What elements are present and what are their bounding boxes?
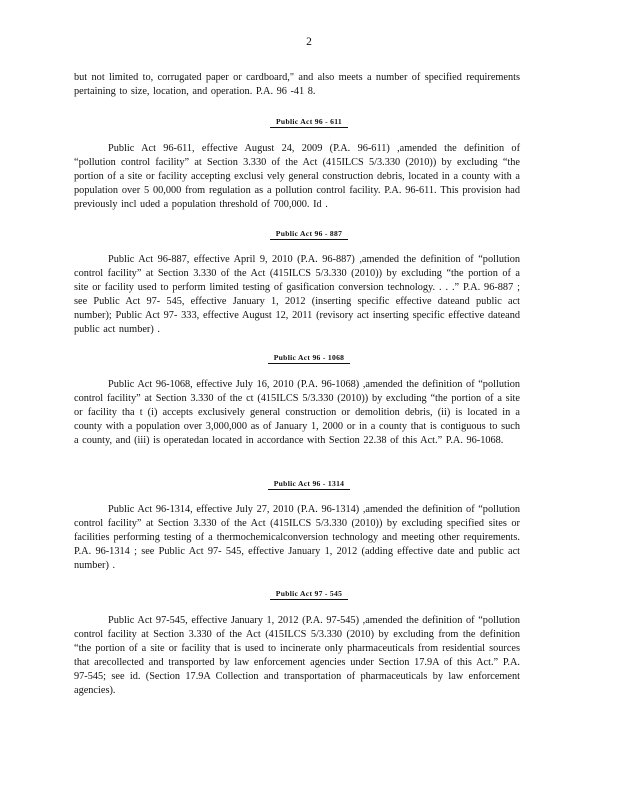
intro-paragraph: but not limited to, corrugated paper or cardboard," and also meets a number of specified requirements pertaining to size, location, and operation. P.A. 96 -41 8. (74, 72, 520, 97)
section-heading (0, 229, 618, 238)
section-paragraph: Public Act 96-1314, effective July 27, 2010 (P.A. 96-1314) ,amended the definition of “pollution control facility” at Section 3.330 of the Act (415ILCS 5/3.330 (2010)) by excluding specified sites or facilities performing testing of a thermochemicalconversion technology and meeting other requirements. P.A. 96-1314 ; see Public Act 97- 545, effective January 1, 2012 (adding effective date and public act number) . (74, 504, 520, 571)
section-heading-text: Public Act 96 - 887 (270, 229, 348, 240)
section-paragraph: Public Act 96-887, effective April 9, 2010 (P.A. 96-887) ,amended the definition of “pollution control facility” at Section 3.330 of the Act (415ILCS 5/3.330 (2010)) by excluding “the portion of a site or facility used to perform limited testing of gasification conversion technology. . . .” P.A. 96-887 ; see Public Act 97- 545, effective January 1, 2012 (inserting specific effective dateand public act number); Public Act 97- 333, effective August 12, 2011 (revisory act inserting specific effective dateand public act number) . (74, 254, 520, 335)
section-paragraph: Public Act 97-545, effective January 1, 2012 (P.A. 97-545) ,amended the definition of “pollution control facility at Section 3.330 of the Act (415ILCS 5/3.330 (2010) by excluding from the definition “the portion of a site or facility that is used to incinerate only pharmaceuticals from residential sources that arecollected and transported by law enforcement agencies under Section 17.9A of this Act.” P.A. 97-545; see id. (Section 17.9A Collection and transportation of pharmaceuticals by law enforcement agencies). (74, 615, 520, 696)
section-heading-text: Public Act 96 - 1314 (268, 479, 351, 490)
section-paragraph: Public Act 96-611, effective August 24, 2009 (P.A. 96-611) ,amended the definition of “pollution control facility” at Section 3.330 of the Act (415ILCS 5/3.330 (2010)) by excluding “the portion of a site or facility accepting exclusi vely general construction debris, located in a county with a population over 5 00,000 from regulation as a pollution control facility. P.A. 96-611. This provision had previously incl uded a population threshold of 700,000. Id . (74, 143, 520, 210)
section-heading-text: Public Act 97 - 545 (270, 589, 348, 600)
section-heading (0, 479, 618, 488)
section-heading (0, 117, 618, 126)
section-heading-text: Public Act 96 - 1068 (268, 353, 351, 364)
section-paragraph: Public Act 96-1068, effective July 16, 2010 (P.A. 96-1068) ,amended the definition of “pollution control facility” at Section 3.330 of the ct (415ILCS 5/3.330 (2010)) by excluding “the portion of a site or facility tha t (i) accepts exclusively general construction or demolition debris, (ii) is located in a county with a population over 3,000,000 as of January 1, 2000 or in a county that is contiguous to such a county, and (iii) is operatedan located in accordance with Section 22.38 of this Act.” P.A. 96-1068. (74, 379, 520, 446)
page-number: 2 (306, 36, 312, 48)
section-heading (0, 353, 618, 362)
section-heading (0, 589, 618, 598)
section-heading-text: Public Act 96 - 611 (270, 117, 348, 128)
